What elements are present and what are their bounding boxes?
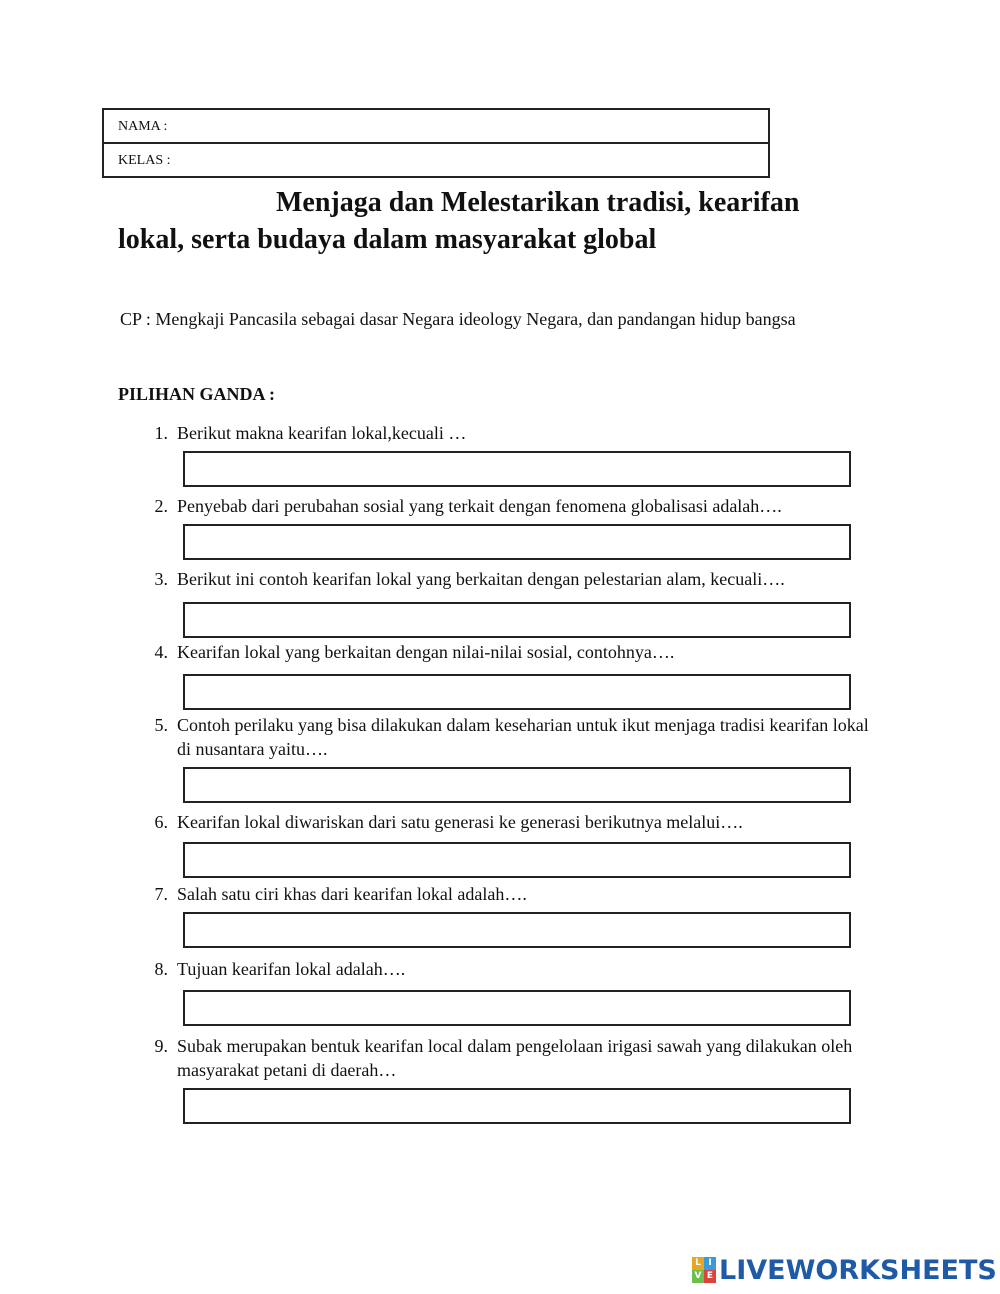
- question-text: Berikut ini contoh kearifan lokal yang berkaitan dengan pelestarian alam, kecuali….: [177, 569, 785, 589]
- answer-box-3[interactable]: [183, 602, 851, 638]
- nama-row[interactable]: [104, 110, 768, 144]
- nama-label: NAMA :: [118, 119, 168, 134]
- answer-box-6[interactable]: [183, 842, 851, 878]
- question-number: 2.: [154, 496, 168, 516]
- answer-box-8[interactable]: [183, 990, 851, 1026]
- answer-box-4[interactable]: [183, 674, 851, 710]
- question-text: Kearifan lokal yang berkaitan dengan nilai-nilai sosial, contohnya….: [177, 642, 675, 662]
- logo-mark-e: E: [704, 1270, 716, 1283]
- question-text: Kearifan lokal diwariskan dari satu generasi ke generasi berikutnya melalui….: [177, 812, 743, 832]
- logo-mark-i: I: [704, 1257, 716, 1270]
- worksheet-title-line-1: Menjaga dan Melestarikan tradisi, kearifan: [276, 187, 800, 218]
- answer-box-7[interactable]: [183, 912, 851, 948]
- question-text: Subak merupakan bentuk kearifan local dalam pengelolaan irigasi sawah yang dilakukan oleh masyarakat petani di daerah…: [177, 1036, 853, 1080]
- question-number: 7.: [154, 884, 168, 904]
- question-number: 4.: [154, 642, 168, 662]
- question-number: 8.: [154, 959, 168, 979]
- question-text: Contoh perilaku yang bisa dilakukan dalam keseharian untuk ikut menjaga tradisi kearifan lokal di nusantara yaitu….: [177, 715, 869, 759]
- section-heading: PILIHAN GANDA :: [118, 384, 276, 404]
- answer-box-5[interactable]: [183, 767, 851, 803]
- liveworksheets-logo-icon: [692, 1257, 716, 1283]
- kelas-row[interactable]: [104, 144, 768, 178]
- answer-box-9[interactable]: [183, 1088, 851, 1124]
- student-info-box: [102, 108, 770, 178]
- answer-box-1[interactable]: [183, 451, 851, 487]
- question-text: Salah satu ciri khas dari kearifan lokal adalah….: [177, 884, 527, 904]
- question-number: 5.: [154, 715, 168, 735]
- logo-text: LIVEWORKSHEETS: [719, 1254, 997, 1286]
- liveworksheets-logo: [692, 1254, 997, 1286]
- kelas-label: KELAS :: [118, 153, 171, 168]
- worksheet-title-line-2: lokal, serta budaya dalam masyarakat global: [118, 224, 657, 255]
- learning-objective-text: CP : Mengkaji Pancasila sebagai dasar Negara ideology Negara, dan pandangan hidup bangsa: [120, 309, 796, 329]
- logo-mark-v: V: [692, 1270, 704, 1283]
- question-text: Penyebab dari perubahan sosial yang terkait dengan fenomena globalisasi adalah….: [177, 496, 782, 516]
- question-number: 1.: [154, 423, 168, 443]
- logo-mark-l: L: [692, 1257, 704, 1270]
- answer-box-2[interactable]: [183, 524, 851, 560]
- question-text: Berikut makna kearifan lokal,kecuali …: [177, 423, 467, 443]
- question-number: 9.: [154, 1036, 168, 1056]
- question-text: Tujuan kearifan lokal adalah….: [177, 959, 406, 979]
- question-number: 3.: [154, 569, 168, 589]
- question-number: 6.: [154, 812, 168, 832]
